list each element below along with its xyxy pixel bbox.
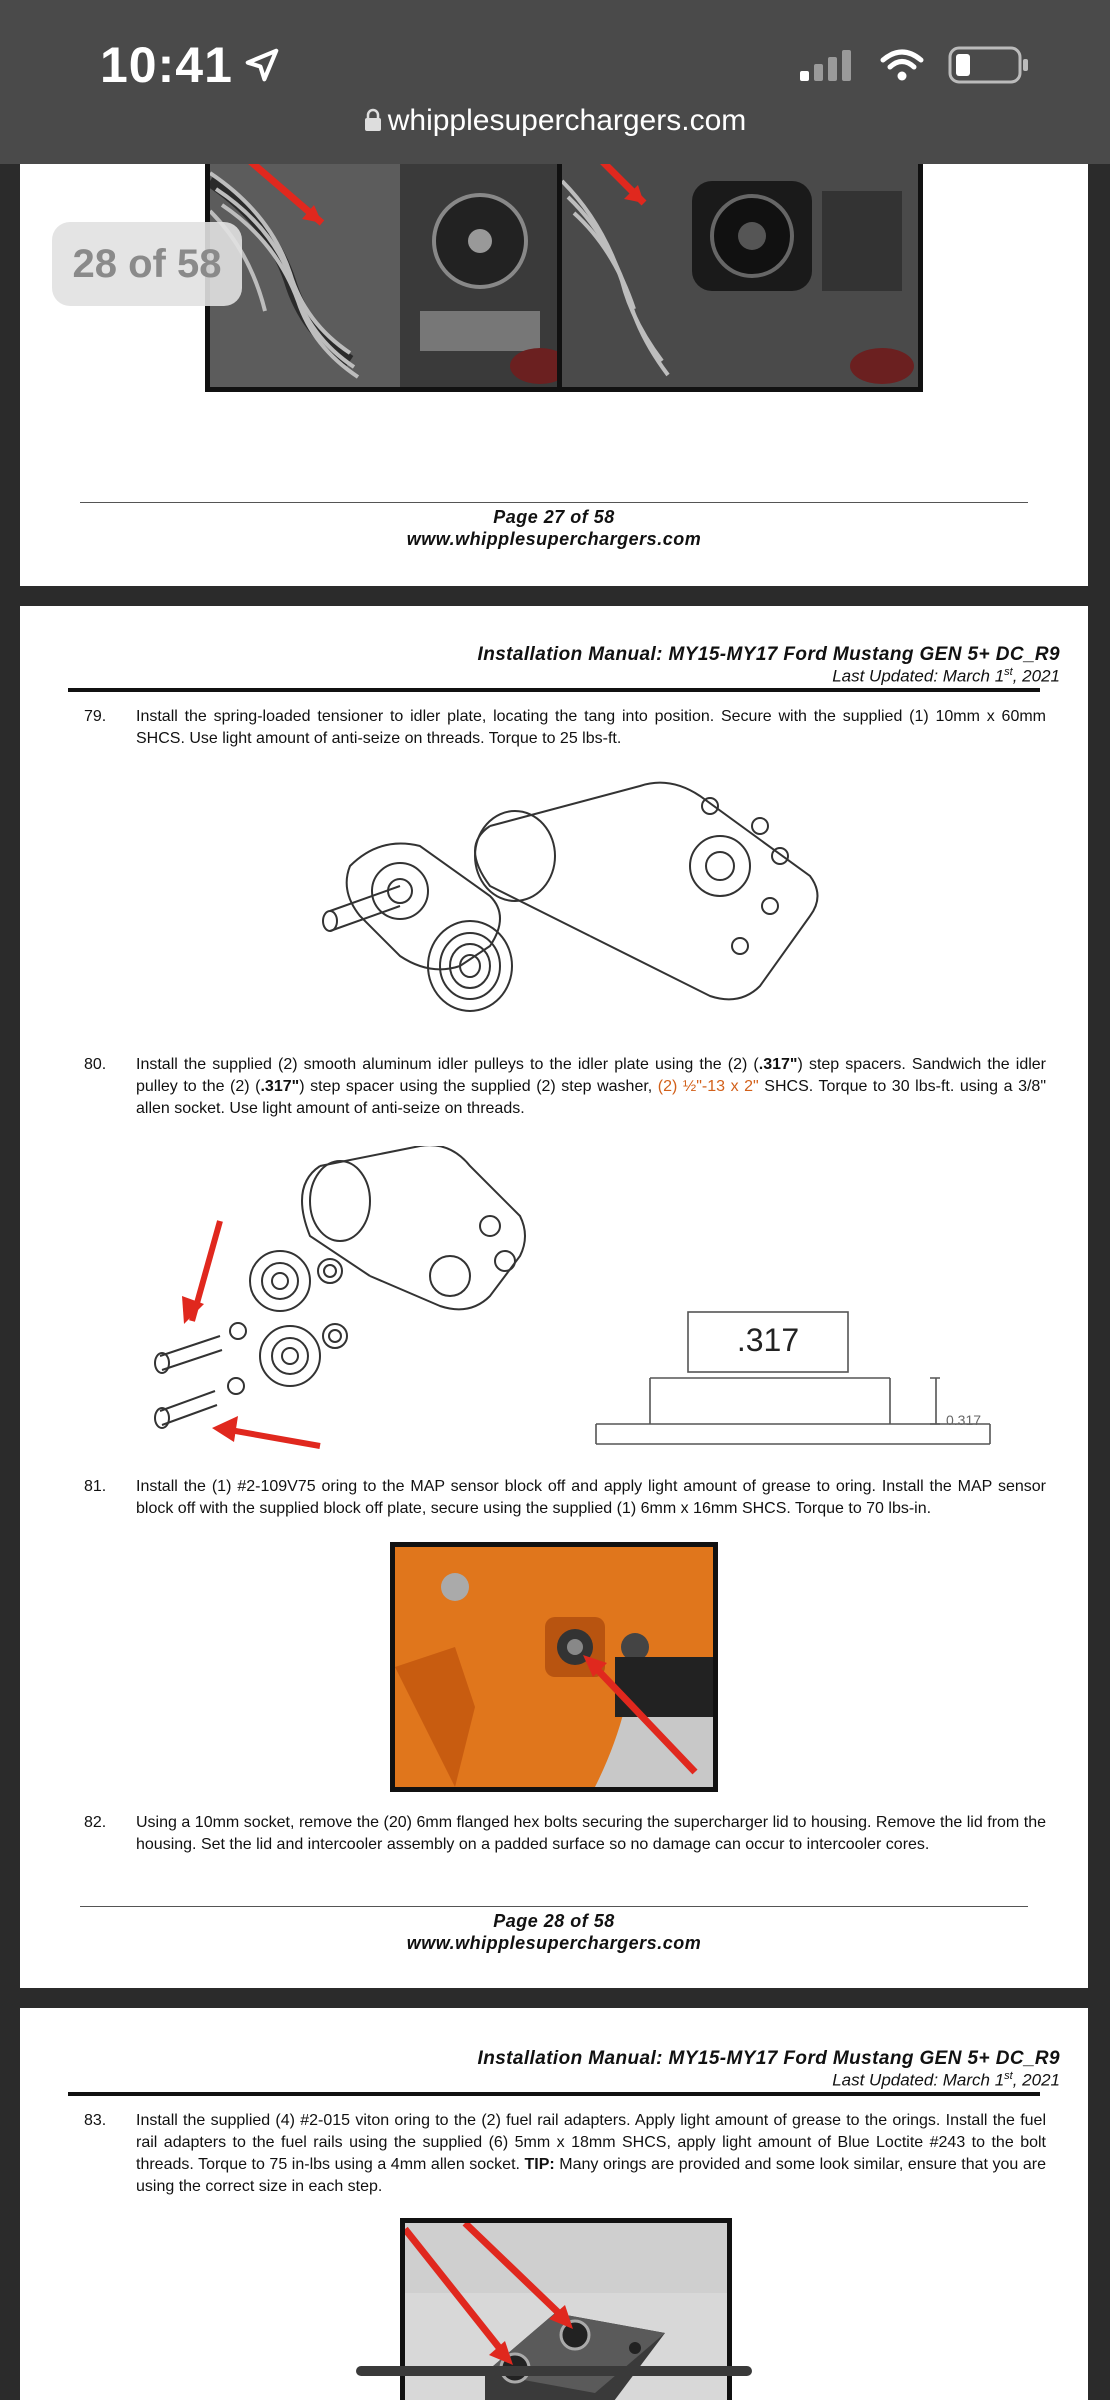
manual-header [478,644,1060,687]
map-sensor-photo [390,1542,718,1792]
engine-photo-right [557,164,923,392]
manual-updated: Last Updated: March 1st, 2021 [832,666,1060,686]
header-divider [68,688,1040,692]
pdf-page-29 [20,2008,1088,2400]
tensioner-diagram [290,766,850,1036]
page-footer [20,506,1088,550]
manual-title: Installation Manual: MY15-MY17 Ford Mustang GEN 5+ DC_R9 [477,2048,1060,2069]
status-time [100,36,281,94]
footer-page-number: Page 28 of 58 [493,1911,615,1931]
manual-header [478,2048,1060,2091]
home-indicator[interactable] [356,2366,752,2376]
step-number: 82. [84,1814,107,1831]
step-number: 83. [84,2112,107,2129]
battery-icon [948,46,1030,84]
spacer-profile-diagram [590,1306,1010,1466]
footer-divider [80,1906,1028,1907]
step-80 [84,1054,1046,1120]
page-footer [20,1910,1088,1954]
pdf-page-28 [20,606,1088,1988]
step-number: 81. [84,1478,107,1495]
step-79 [84,706,1046,750]
step-number: 80. [84,1056,107,1073]
lock-icon [364,106,382,140]
step-text: Using a 10mm socket, remove the (20) 6mm flanged hex bolts securing the supercharger lid to housing. Remove the lid from the housing. Set the lid and intercooler assembly on a padded surface so no damage can occur to intercooler cores. [136,1814,1046,1853]
step-text: Install the supplied (4) #2-015 viton oring to the (2) fuel rail adapters. Apply light amount of grease to the orings. Install the fuel rail adapters to the fuel rails using the supplied (6) 5mm x 18mm SHCS, apply light amount of Blue Loctite #243 to the bolt threads. Torque to 75 in-lbs using a 4mm allen socket. TIP: Many orings are provided and some look similar, ensure that you are using the correct size in each step. [136,2112,1047,2195]
page-counter-badge: 28 of 58 [52,222,242,306]
location-arrow-icon [243,46,281,84]
spacer-label: .317 [736,1322,800,1358]
step-81 [84,1476,1046,1520]
browser-top-bar [0,0,1110,164]
footer-page-number: Page 27 of 58 [493,507,615,527]
manual-updated: Last Updated: March 1st, 2021 [832,2070,1060,2090]
footer-divider [80,502,1028,503]
idler-pulley-diagram [120,1146,640,1466]
manual-title: Installation Manual: MY15-MY17 Ford Mustang GEN 5+ DC_R9 [477,644,1060,665]
address-bar[interactable] [0,104,1110,140]
step-text: Install the spring-loaded tensioner to idler plate, locating the tang into position. Secure with the supplied (1) 10mm x 60mm SHCS. Use light amount of anti-seize on threads. Torque to 25 lbs-ft. [136,708,1046,747]
step-83 [84,2110,1046,2198]
clock-text: 10:41 [100,37,233,93]
footer-website: www.whipplesuperchargers.com [406,529,702,549]
step-text: Install the supplied (2) smooth aluminum idler pulleys to the idler plate using the (2) (.317") step spacers. Sandwich the idler pulley to the (2) (.317") step spacer using the supplied (2) step washer, (2) ½"-13 x 2" SHCS. Torque to 30 lbs-ft. using a 3/8" allen socket. Use light amount of anti-seize on threads. [136,1056,1046,1117]
dimension-label: 0.317 [946,1412,982,1428]
cellular-signal-icon [798,49,856,81]
engine-photo-left [205,164,571,392]
step-text: Install the (1) #2-109V75 oring to the MAP sensor block off and apply light amount of grease to oring. Install the MAP sensor block off with the supplied block off plate, secure using the supplied (1) 6mm x 16mm SHCS. Torque to 70 lbs-in. [136,1478,1046,1517]
step-number: 79. [84,708,107,725]
wifi-icon [880,48,924,82]
url-text: whipplesuperchargers.com [387,104,747,137]
header-divider [68,2092,1040,2096]
footer-website: www.whipplesuperchargers.com [406,1933,702,1953]
step-82 [84,1812,1046,1856]
